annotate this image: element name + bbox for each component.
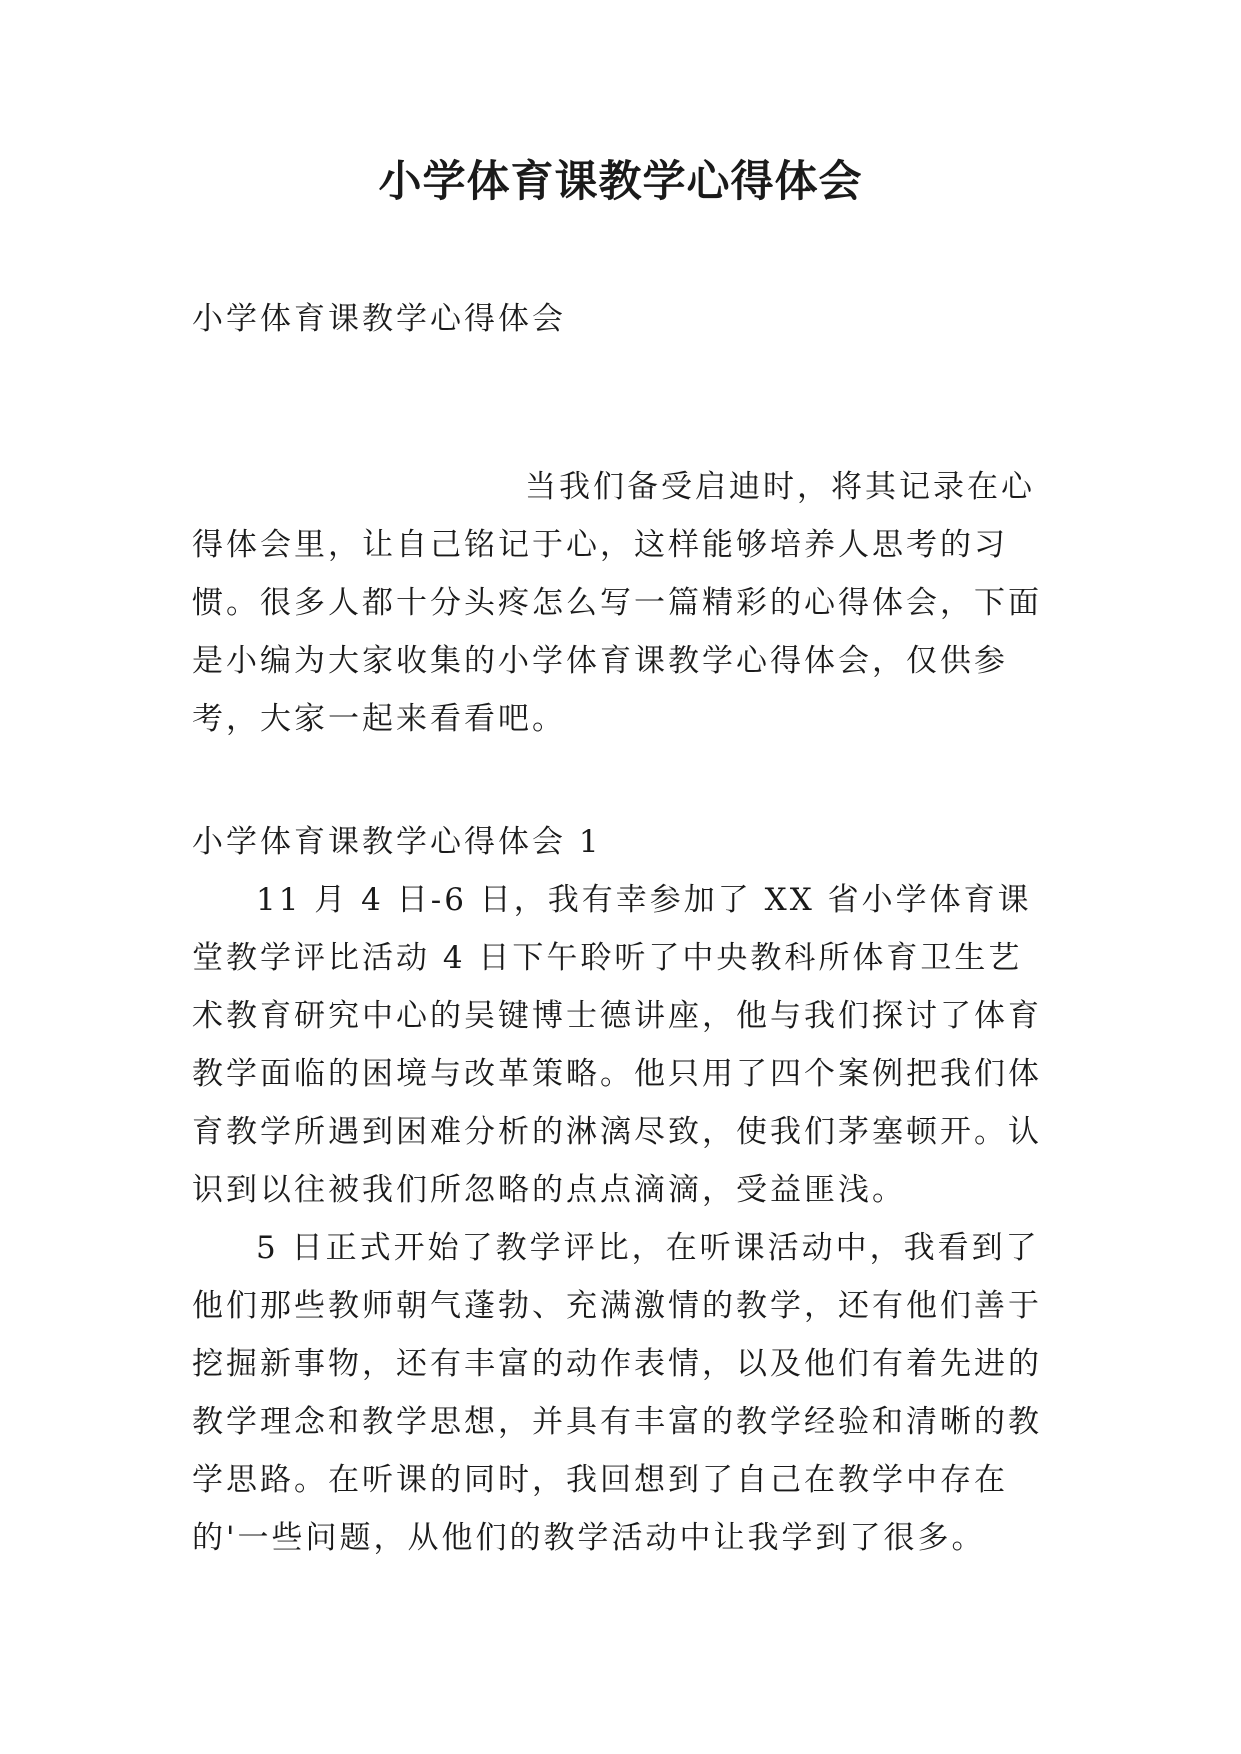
body-paragraph: 11 月 4 日-6 日，我有幸参加了 XX 省小学体育课堂教学评比活动 4 日下午聆听了中央教科所体育卫生艺术教育研究中心的吴键博士德讲座，他与我们探讨了体育教学面临的困境与改革策略。他只用了四个案例把我们体育教学所遇到困难分析的淋漓尽致，使我们茅塞顿开。认识到以往被我们所忽略的点点滴滴，受益匪浅。 [192,882,1042,1208]
body-paragraph: 5 日正式开始了教学评比，在听课活动中，我看到了他们那些教师朝气蓬勃、充满激情的教学，还有他们善于挖掘新事物，还有丰富的动作表情，以及他们有着先进的教学理念和教学思想，并具有丰富的教学经验和清晰的教学思路。在听课的同时，我回想到了自己在教学中存在的'一些问题，从他们的教学活动中让我学到了很多。 [192,1230,1042,1556]
document-subtitle: 小学体育课教学心得体会 [192,301,566,337]
intro-paragraph: 当我们备受启迪时，将其记录在心得体会里，让自己铭记于心，这样能够培养人思考的习惯。很多人都十分头疼怎么写一篇精彩的心得体会，下面是小编为大家收集的小学体育课教学心得体会，仅供参考，大家一起来看看吧。 [192,469,1042,737]
section-heading: 小学体育课教学心得体会 1 [192,824,602,860]
document-title: 小学体育课教学心得体会 [378,157,863,207]
